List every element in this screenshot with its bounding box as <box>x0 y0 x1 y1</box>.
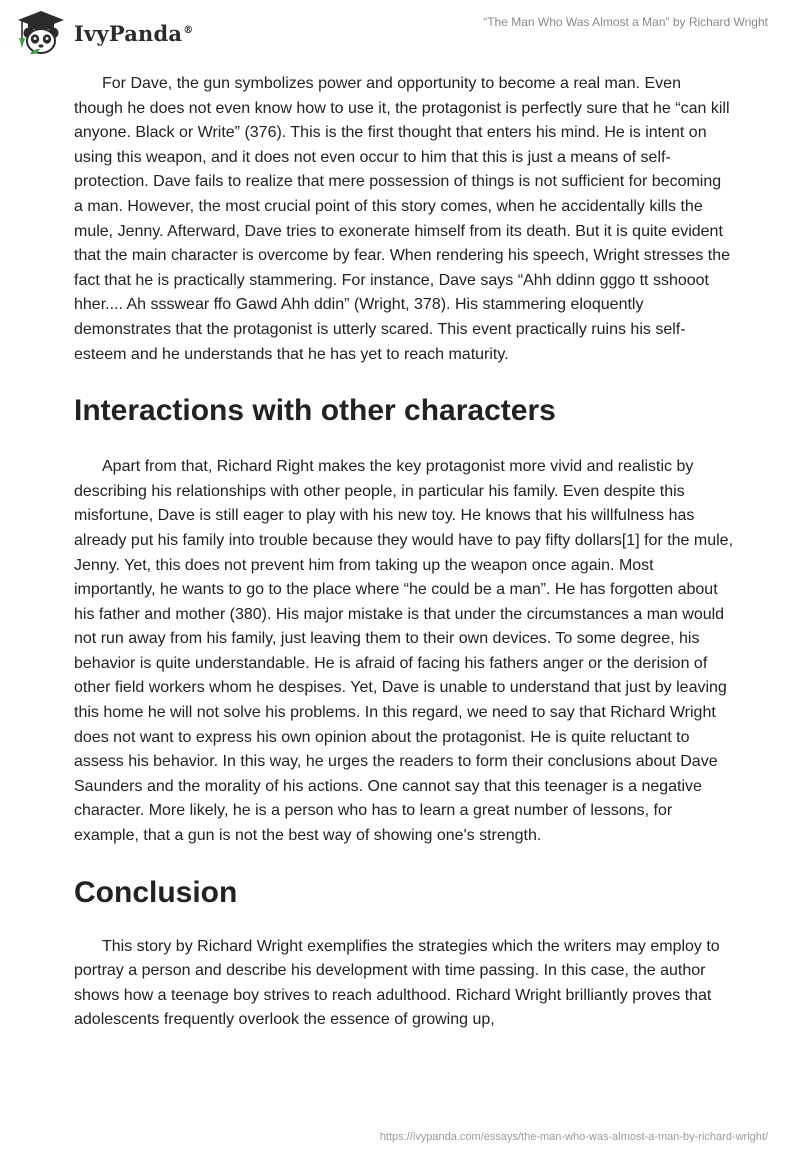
paragraph: For Dave, the gun symbolizes power and opportunity to become a real man. Even though he does not even know how to use it, the protagonist is perfectly sure that he “can kill anyone. Black or Write” (376). This is the first thought that enters his mind. He is intent on using this weapon, and it does not even occur to him that this is just a means of self-protection. Dave fails to realize that mere possession of things is not sufficient for becoming a man. However, the most crucial point of this story comes, when he accidentally kills the mule, Jenny. Afterward, Dave tries to exonerate himself from its death. But it is quite evident that the main character is overcome by fear. When rendering his speech, Wright stresses the fact that he is practically stammering. For instance, Dave says “Ahh ddinn gggo tt sshooot hher.... Ah ssswear ffo Gawd Ahh ddin” (Wright, 378). His stammering eloquently demonstrates that the protagonist is utterly scared. This event practically ruins his self-esteem and he understands that he has yet to reach maturity. <box>74 75 731 363</box>
source-url[interactable]: https://ivypanda.com/essays/the-man-who-was-almost-a-man-by-richard-wright/ <box>379 1131 768 1143</box>
running-title: “The Man Who Was Almost a Man” by Richard Wright <box>483 15 768 29</box>
panda-graduation-cap-icon <box>14 8 68 56</box>
essay-content <box>74 72 734 1033</box>
brand-name: IvyPanda® <box>74 20 194 46</box>
section-heading-interactions: Interactions with other characters <box>74 394 556 428</box>
paragraph: This story by Richard Wright exemplifies the strategies which the writers may employ to portray a person and describe his development with time passing. In this case, the author shows how a teenage boy strives to reach adulthood. Richard Wright brilliantly proves that adolescents frequently overlook the essence of growing up, <box>74 937 720 1029</box>
section-heading-conclusion: Conclusion <box>74 875 238 909</box>
registered-mark: ® <box>183 24 194 36</box>
paragraph: Apart from that, Richard Right makes the key protagonist more vivid and realistic by describing his relationships with other people, in particular his family. Even despite this misfortune, Dave is still eager to play with his new toy. He knows that his willfulness has already put his family into trouble because they would have to pay fifty dollars[1] for the mule, Jenny. Yet, this does not prevent him from taking up the weapon once again. Most importantly, he wants to go to the place where “he could be a man”. He has forgotten about his father and mother (380). His major mistake is that under the circumstances a man would not run away from his family, just leaving them to their own devices. To some degree, his behavior is quite understandable. He is afraid of facing his fathers anger or the derision of other field workers whom he despises. Yet, Dave is unable to understand that just by leaving this home he will not solve his problems. In this regard, we need to say that Richard Wright does not want to express his own opinion about the protagonist. He is quite reluctant to assess his behavior. In this way, he urges the readers to form their conclusions about Dave Saunders and the morality of his actions. One cannot say that this teenager is a negative character. More likely, he is a person who has to learn a great number of lessons, for example, that a gun is not the best way of showing one's strength. <box>74 458 734 845</box>
page-header <box>0 0 800 64</box>
ivypanda-logo[interactable] <box>14 8 193 56</box>
